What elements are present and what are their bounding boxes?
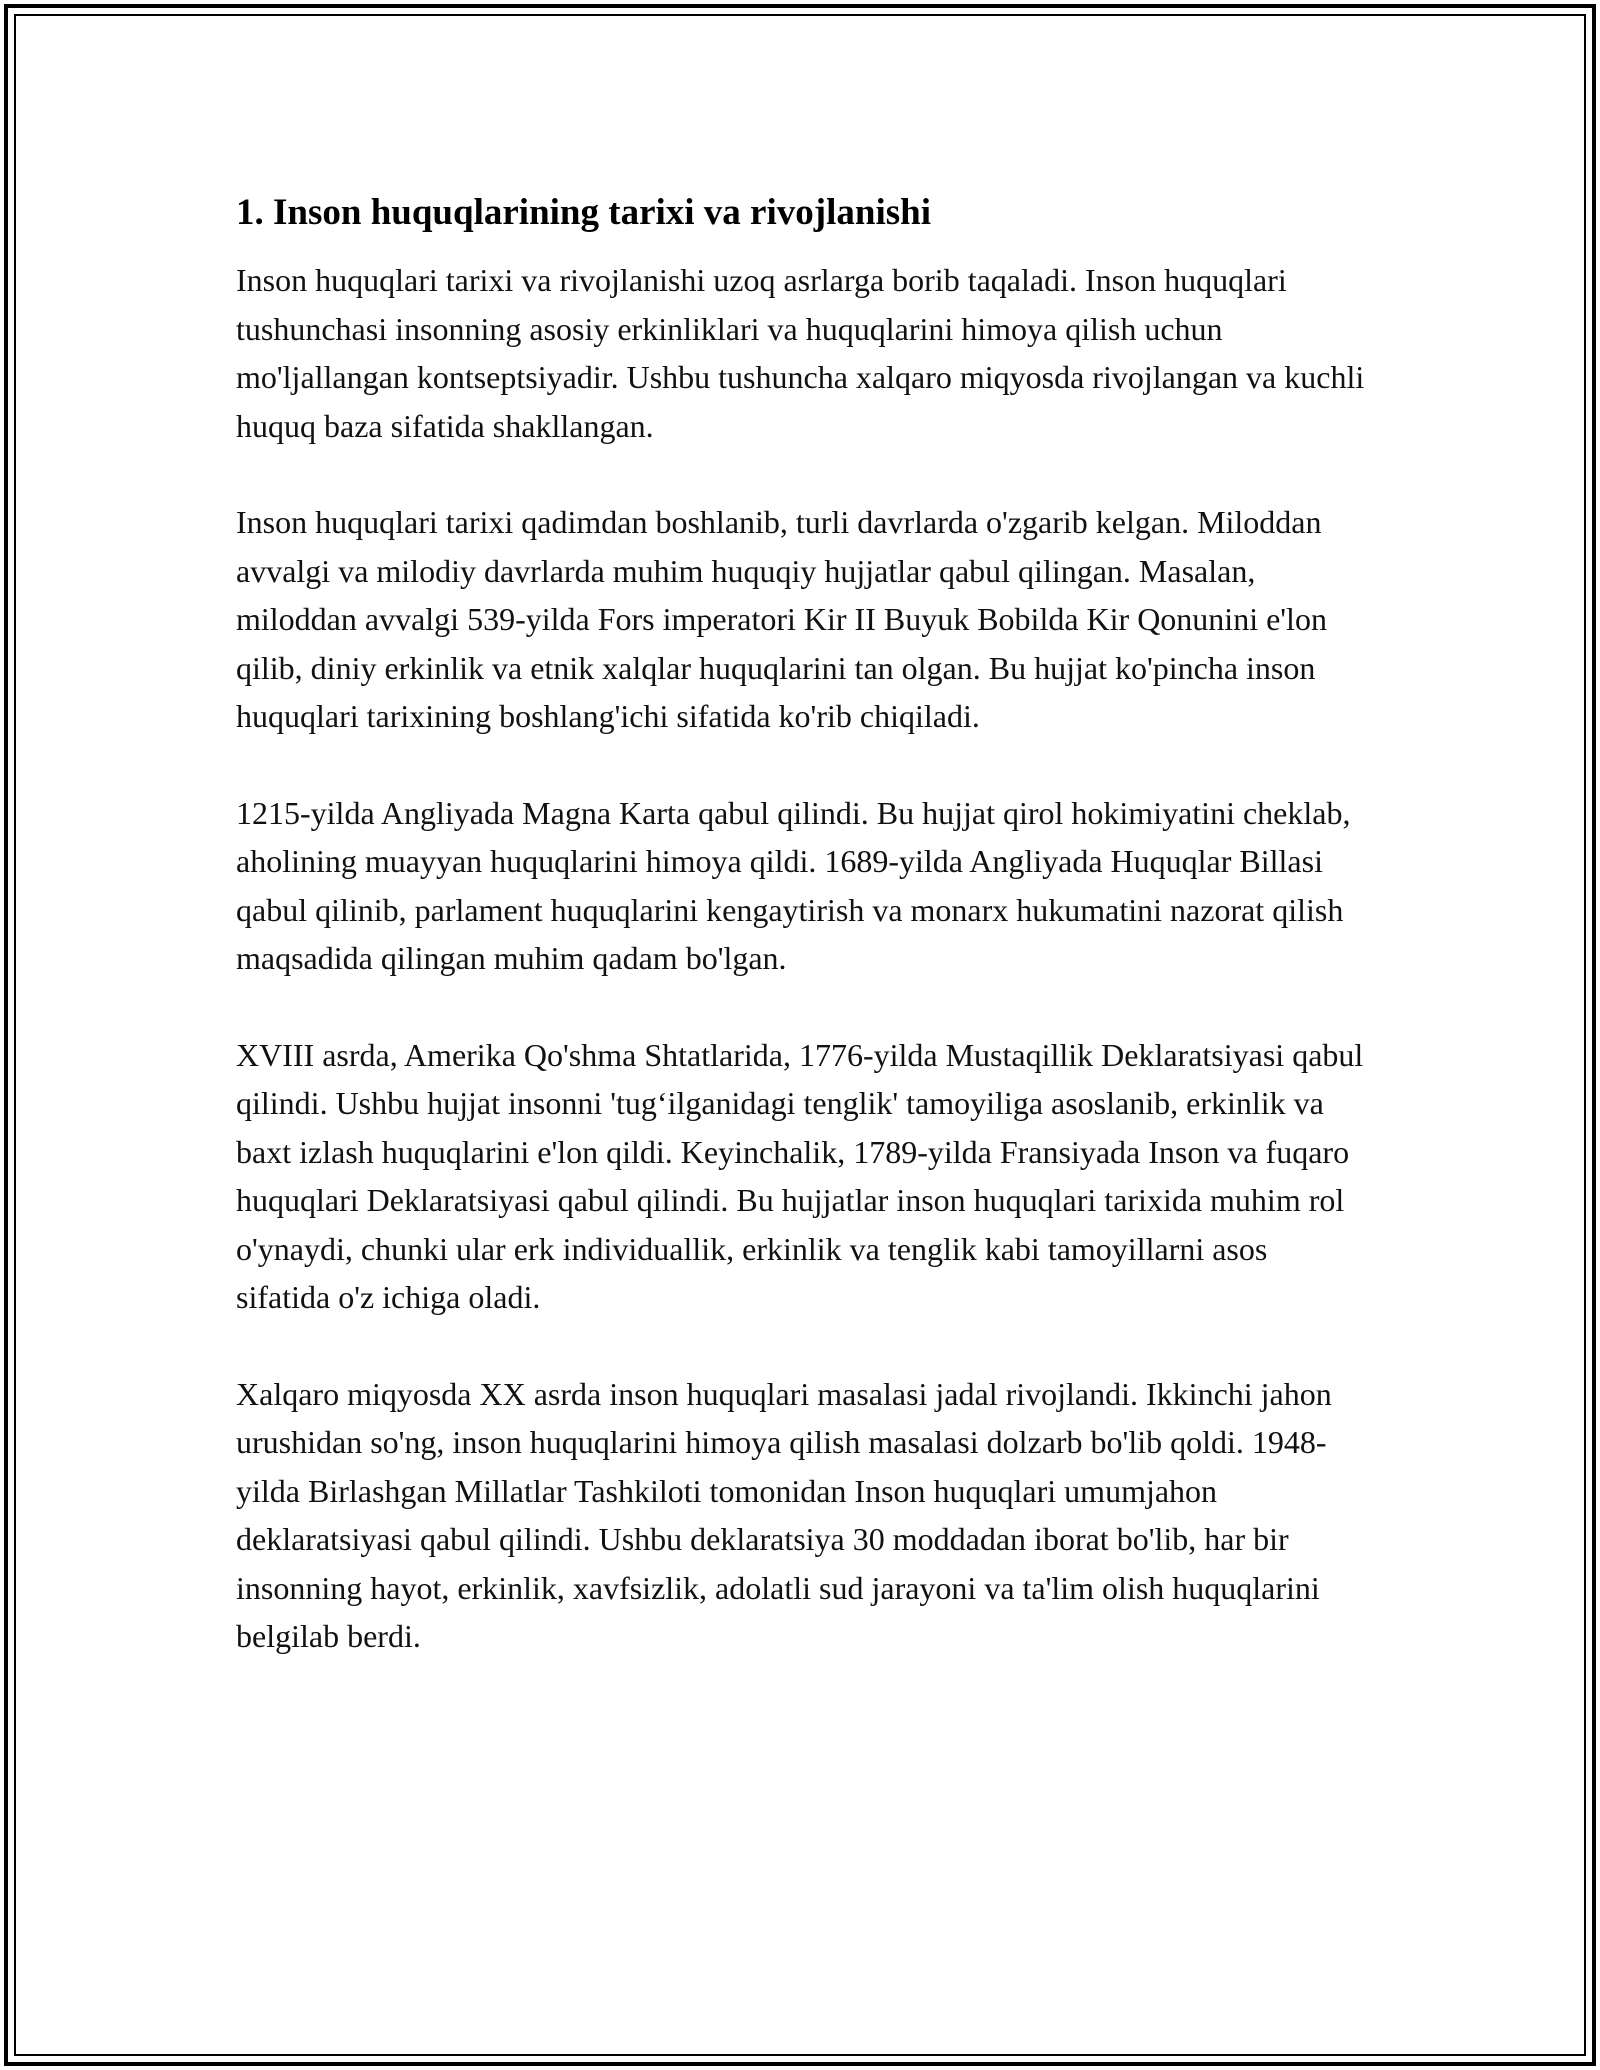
paragraph-ancient-history: Inson huquqlari tarixi qadimdan boshlanib, turli davrlarda o'zgarib kelgan. Miloddan avvalgi va milodiy davrlarda muhim huquqiy hujjatlar qabul qilingan. Masalan, miloddan avvalgi 539-yilda Fors imperatori Kir II Buyuk Bobilda Kir Qonunini e'lon qilib, diniy erkinlik va etnik xalqlar huquqlarini tan olgan. Bu hujjat ko'pincha inson huquqlari tarixining boshlang'ichi sifatida ko'rib chiqiladi.	[236, 504, 1327, 734]
document-body	[236, 190, 1368, 1709]
paragraph-intro: Inson huquqlari tarixi va rivojlanishi uzoq asrlarga borib taqaladi. Inson huquqlari tushunchasi insonning asosiy erkinliklari va huquqlarini himoya qilish uchun mo'ljallangan kontseptsiyadir. Ushbu tushuncha xalqaro miqyosda rivojlangan va kuchli huquq baza sifatida shakllangan.	[236, 262, 1365, 444]
section-heading: 1. Inson huquqlarining tarixi va rivojlanishi	[236, 192, 931, 233]
paragraph-declarations: XVIII asrda, Amerika Qo'shma Shtatlarida, 1776-yilda Mustaqillik Deklaratsiyasi qabul qilindi. Ushbu hujjat insonni 'tug‘ilganidagi tenglik' tamoyiliga asoslanib, erkinlik va baxt izlash huquqlarini e'lon qildi. Keyinchalik, 1789-yilda Fransiyada Inson va fuqaro huquqlari Deklaratsiyasi qabul qilindi. Bu hujjatlar inson huquqlari tarixida muhim rol o'ynaydi, chunki ular erk individuallik, erkinlik va tenglik kabi tamoyillarni asos sifatida o'z ichiga oladi.	[236, 1036, 1364, 1315]
paragraph-magna-carta: 1215-yilda Angliyada Magna Karta qabul qilindi. Bu hujjat qirol hokimiyatini cheklab, aholining muayyan huquqlarini himoya qildi. 1689-yilda Angliyada Huquqlar Billasi qabul qilinib, parlament huquqlarini kengaytirish va monarx hukumatini nazorat qilish maqsadida qilingan muhim qadam bo'lgan.	[236, 794, 1351, 976]
paragraph-universal-declaration: Xalqaro miqyosda XX asrda inson huquqlari masalasi jadal rivojlandi. Ikkinchi jahon urushidan so'ng, inson huquqlarini himoya qilish masalasi dolzarb bo'lib qoldi. 1948-yilda Birlashgan Millatlar Tashkiloti tomonidan Inson huquqlari umumjahon deklaratsiyasi qabul qilindi. Ushbu deklaratsiya 30 moddadan iborat bo'lib, har bir insonning hayot, erkinlik, xavfsizlik, adolatli sud jarayoni va ta'lim olish huquqlarini belgilab berdi.	[236, 1375, 1332, 1654]
